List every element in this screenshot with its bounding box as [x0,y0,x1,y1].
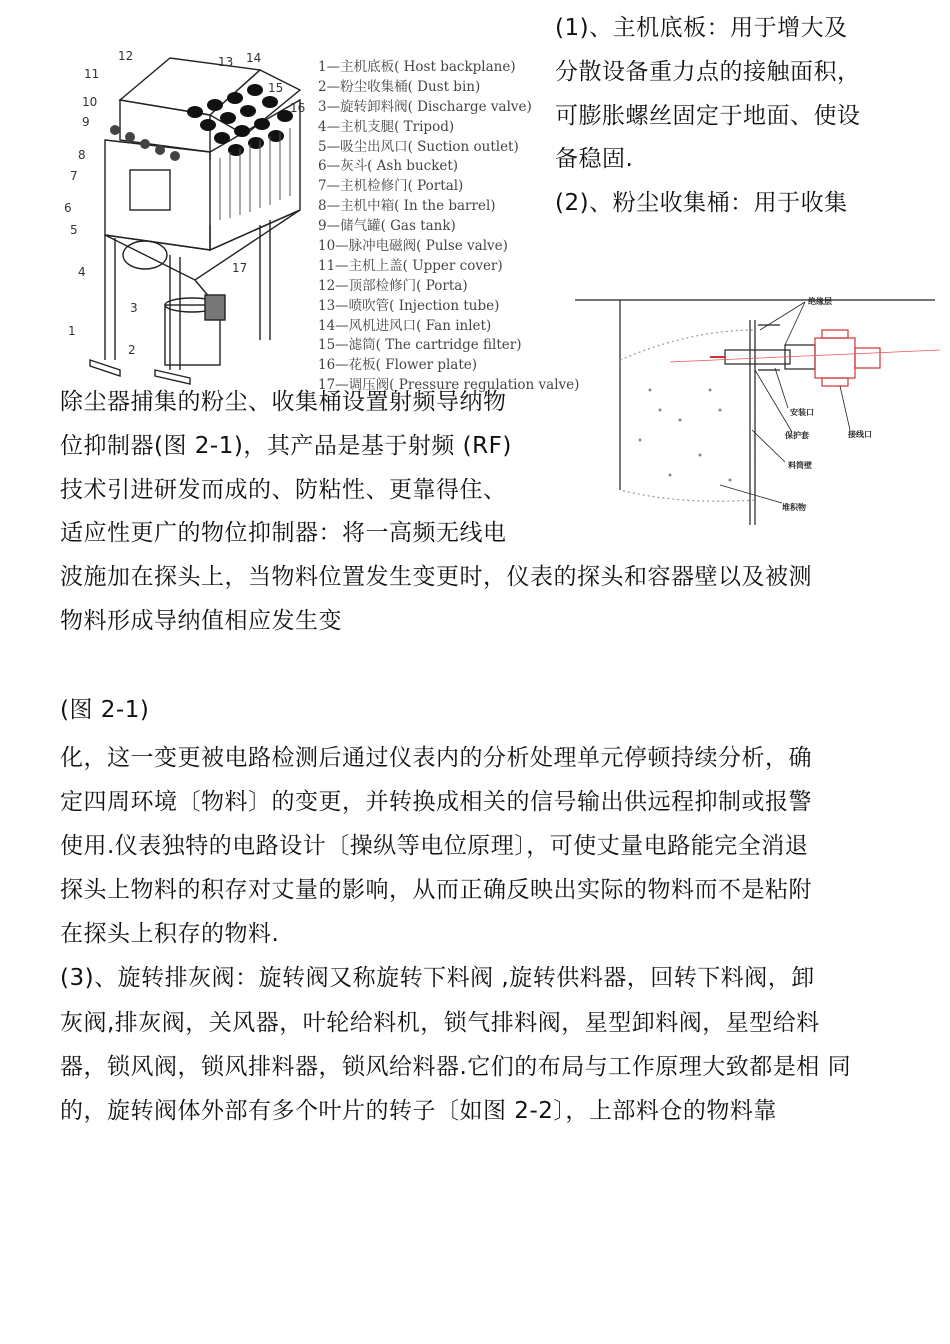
legend-item: 5—吸尘出风口( Suction outlet) [318,138,519,155]
callout-number: 3 [130,301,138,315]
legend-item: 15—滤筒( The cartridge filter) [318,337,522,354]
probe-label: 堆积物 [782,503,806,512]
legend-item: 11—主机上盖( Upper cover) [318,257,503,274]
legend-item: 16—花板( Flower plate) [318,357,478,374]
text-line: 灰阀,排灰阀，关风器，叶轮给料机，锁气排料阀，星型卸料阀，星型给料 [60,1010,820,1036]
legend-item: 3—旋转卸料阀( Discharge valve) [318,98,532,115]
text-line: 位抑制器(图 2-1)，其产品是基于射频 (RF) [60,433,512,459]
text-line: 在探头上积存的物料. [60,921,280,947]
text-line: 探头上物料的积存对丈量的影响，从而正确反映出实际的物料而不是粘附 [60,877,812,903]
text-line: 的，旋转阀体外部有多个叶片的转子〔如图 2-2〕，上部料仓的物料靠 [60,1098,777,1124]
rf-probe-diagram [560,290,945,530]
legend-item: 6—灰斗( Ash bucket) [318,158,459,175]
probe-label: 绝缘层 [808,297,832,306]
callout-number: 16 [290,101,306,115]
callout-number: 4 [78,265,86,279]
callout-number: 9 [82,115,90,129]
figure-caption: (图 2-1) [60,697,150,723]
probe-label: 料筒壁 [788,461,812,470]
text-line: 分散设备重力点的接触面积， [555,59,861,85]
text-line: (3)、旋转排灰阀：旋转阀又称旋转下料阀 ,旋转供料器，回转下料阀，卸 [60,965,815,991]
parts-legend [318,58,579,396]
text-line: 技术引进研发而成的、防粘性、更靠得住、 [60,477,507,503]
callout-number: 12 [118,49,134,63]
callout-number: 10 [82,95,98,109]
probe-label: 接线口 [848,430,872,439]
text-line: 使用.仪表独特的电路设计〔操纵等电位原理〕，可使丈量电路能完全消退 [60,833,809,859]
callout-number: 17 [232,261,248,275]
text-line: 器，锁风阀，锁风排料器，锁风给料器.它们的布局与工作原理大致都是相 同 [60,1054,852,1080]
legend-item: 4—主机支腿( Tripod) [318,118,455,135]
text-line: 适应性更广的物位抑制器：将一高频无线电 [60,520,507,546]
legend-item: 1—主机底板( Host backplane) [318,59,516,75]
legend-item: 2—粉尘收集桶( Dust bin) [318,78,481,95]
callout-number: 14 [246,51,262,65]
text-line: 物料形成导纳值相应发生变 [60,608,342,634]
legend-item: 10—脉冲电磁阀( Pulse valve) [318,238,508,255]
text-line: 波施加在探头上，当物料位置发生变更时，仪表的探头和容器壁以及被测 [60,564,812,590]
legend-item: 13—喷吹管( Injection tube) [318,297,500,314]
callout-number: 13 [218,55,234,69]
legend-item: 17—调压阀( Pressure regulation valve) [318,377,580,394]
callout-number: 1 [68,324,76,338]
probe-label: 保护套 [785,431,809,440]
probe-label: 安装口 [790,408,814,417]
text-line: 可膨胀螺丝固定于地面、使设 [555,103,861,129]
callout-number: 6 [64,201,72,215]
legend-item: 9—储气罐( Gas tank) [318,218,456,235]
legend-item: 8—主机中箱( In the barrel) [318,198,496,215]
callout-number: 7 [70,169,78,183]
callout-number: 8 [78,148,86,162]
callout-number: 5 [70,223,78,237]
legend-item: 12—顶部检修门( Porta) [318,277,468,294]
legend-item: 14—风机进风口( Fan inlet) [318,317,492,334]
text-line: (1)、主机底板：用于增大及 [555,15,848,41]
text-line: (2)、粉尘收集桶：用于收集 [555,190,848,216]
text-line: 化，这一变更被电路检测后通过仪表内的分析处理单元停顿持续分析，确 [60,745,812,771]
text-line: 备稳固. [555,146,634,172]
text-line: 定四周环境〔物料〕的变更，并转换成相关的信号输出供远程抑制或报警 [60,789,812,815]
text-line: 除尘器捕集的粉尘、收集桶设置射频导纳物 [60,389,507,415]
callout-number: 11 [84,67,100,81]
callout-number: 15 [268,81,284,95]
callout-number: 2 [128,343,136,357]
legend-item: 7—主机检修门( Portal) [318,178,464,195]
